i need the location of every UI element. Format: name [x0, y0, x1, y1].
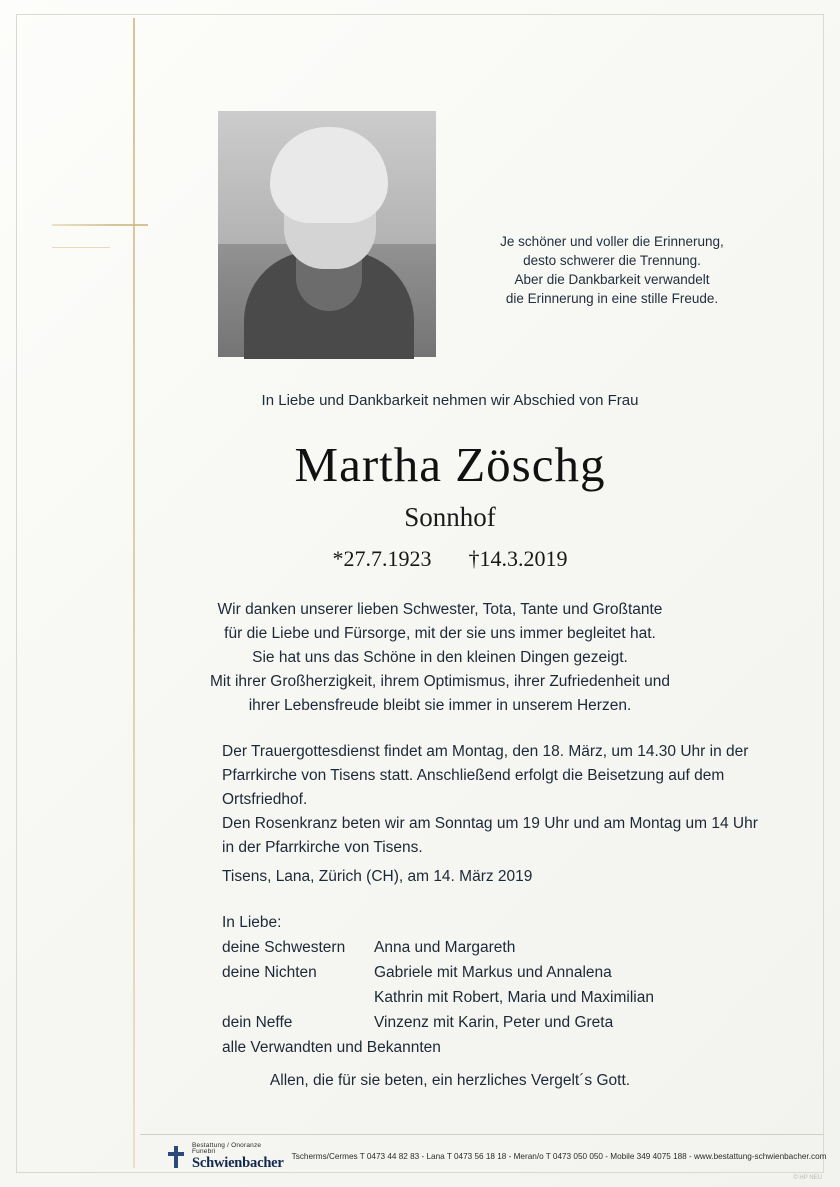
family-people: [441, 1035, 782, 1060]
decorative-cross-vertical: [133, 18, 135, 1168]
life-dates: [120, 546, 780, 572]
farm-name: Sonnhof: [404, 502, 496, 532]
decorative-cross-horizontal: [52, 224, 148, 226]
family-row: [222, 1010, 782, 1035]
family-people: Vinzenz mit Karin, Peter und Greta: [374, 1014, 614, 1031]
thanks-line: Wir danken unserer lieben Schwester, Tota, Tante und Großtante: [217, 601, 663, 618]
family-row: [222, 935, 782, 960]
closing-text: Allen, die für sie beten, ein herzliches Vergelt´s Gott.: [269, 1072, 631, 1089]
service-line: Der Trauergottesdienst findet am Montag, den 18. März, um 14.30 Uhr in der: [222, 743, 749, 760]
cross-icon: [168, 1146, 184, 1168]
quote-line: Je schöner und voller die Erinnerung,: [500, 234, 724, 249]
family-heading: [222, 910, 782, 935]
family-relation: [222, 985, 374, 1010]
memorial-quote: [452, 232, 772, 308]
service-line: in der Pfarrkirche von Tisens.: [222, 839, 423, 856]
footer-contact-info: Tscherms/Cermes T 0473 44 82 83 - Lana T 0473 56 18 18 - Meran/o T 0473 050 050 - Mobile 349 4075 188 - www.bestattung-schwienbacher.com: [291, 1151, 827, 1161]
family-heading-label: In Liebe:: [222, 914, 282, 931]
service-line: Ortsfriedhof.: [222, 791, 308, 808]
family-relation: dein Neffe: [222, 1014, 293, 1031]
portrait-photo: [218, 111, 436, 357]
funeral-home-subtitle: Bestattung / Onoranze Funebri: [192, 1141, 262, 1156]
family-row: [222, 985, 782, 1010]
family-relation: deine Schwestern: [222, 939, 346, 956]
place-and-date: Tisens, Lana, Zürich (CH), am 14. März 2019: [222, 868, 533, 885]
family-people: Kathrin mit Robert, Maria und Maximilian: [374, 989, 654, 1006]
family-heading-spacer: [374, 910, 782, 935]
copyright-note: © HP NEU: [793, 1175, 822, 1181]
thanks-line: ihrer Lebensfreude bleibt sie immer in unserem Herzen.: [248, 697, 632, 714]
thanks-line: Mit ihrer Großherzigkeit, ihrem Optimismus, ihrer Zufriedenheit und: [210, 673, 670, 690]
quote-line: die Erinnerung in eine stille Freude.: [505, 291, 719, 306]
family-relation: deine Nichten: [222, 964, 317, 981]
birth-date: *27.7.1923: [332, 546, 432, 571]
service-details: [222, 740, 782, 860]
thanks-line: für die Liebe und Fürsorge, mit der sie uns immer begleitet hat.: [224, 625, 656, 642]
family-relation: alle Verwandten und Bekannten: [222, 1039, 441, 1056]
death-date: †14.3.2019: [468, 546, 568, 571]
family-row: [222, 1035, 782, 1060]
quote-line: desto schwerer die Trennung.: [523, 253, 701, 268]
thanks-text: [160, 598, 720, 718]
intro-text: In Liebe und Dankbarkeit nehmen wir Abschied von Frau: [261, 392, 639, 409]
thanks-line: Sie hat uns das Schöne in den kleinen Dingen gezeigt.: [252, 649, 628, 666]
footer-divider: [140, 1134, 823, 1135]
service-line: Pfarrkirche von Tisens statt. Anschließend erfolgt die Beisetzung auf dem: [222, 767, 725, 784]
funeral-home-name: Schwienbacher: [192, 1155, 284, 1172]
family-people: Anna und Margareth: [374, 939, 516, 956]
deceased-name: Martha Zöschg: [294, 437, 606, 492]
decorative-cross-accent: [52, 247, 110, 248]
quote-line: Aber die Dankbarkeit verwandelt: [514, 272, 710, 287]
service-line: Den Rosenkranz beten wir am Sonntag um 19 Uhr und am Montag um 14 Uhr: [222, 815, 758, 832]
family-list: [222, 910, 782, 1060]
family-row: [222, 960, 782, 985]
family-people: Gabriele mit Markus und Annalena: [374, 964, 612, 981]
footer: [168, 1140, 827, 1174]
funeral-home-logo: [192, 1143, 284, 1172]
